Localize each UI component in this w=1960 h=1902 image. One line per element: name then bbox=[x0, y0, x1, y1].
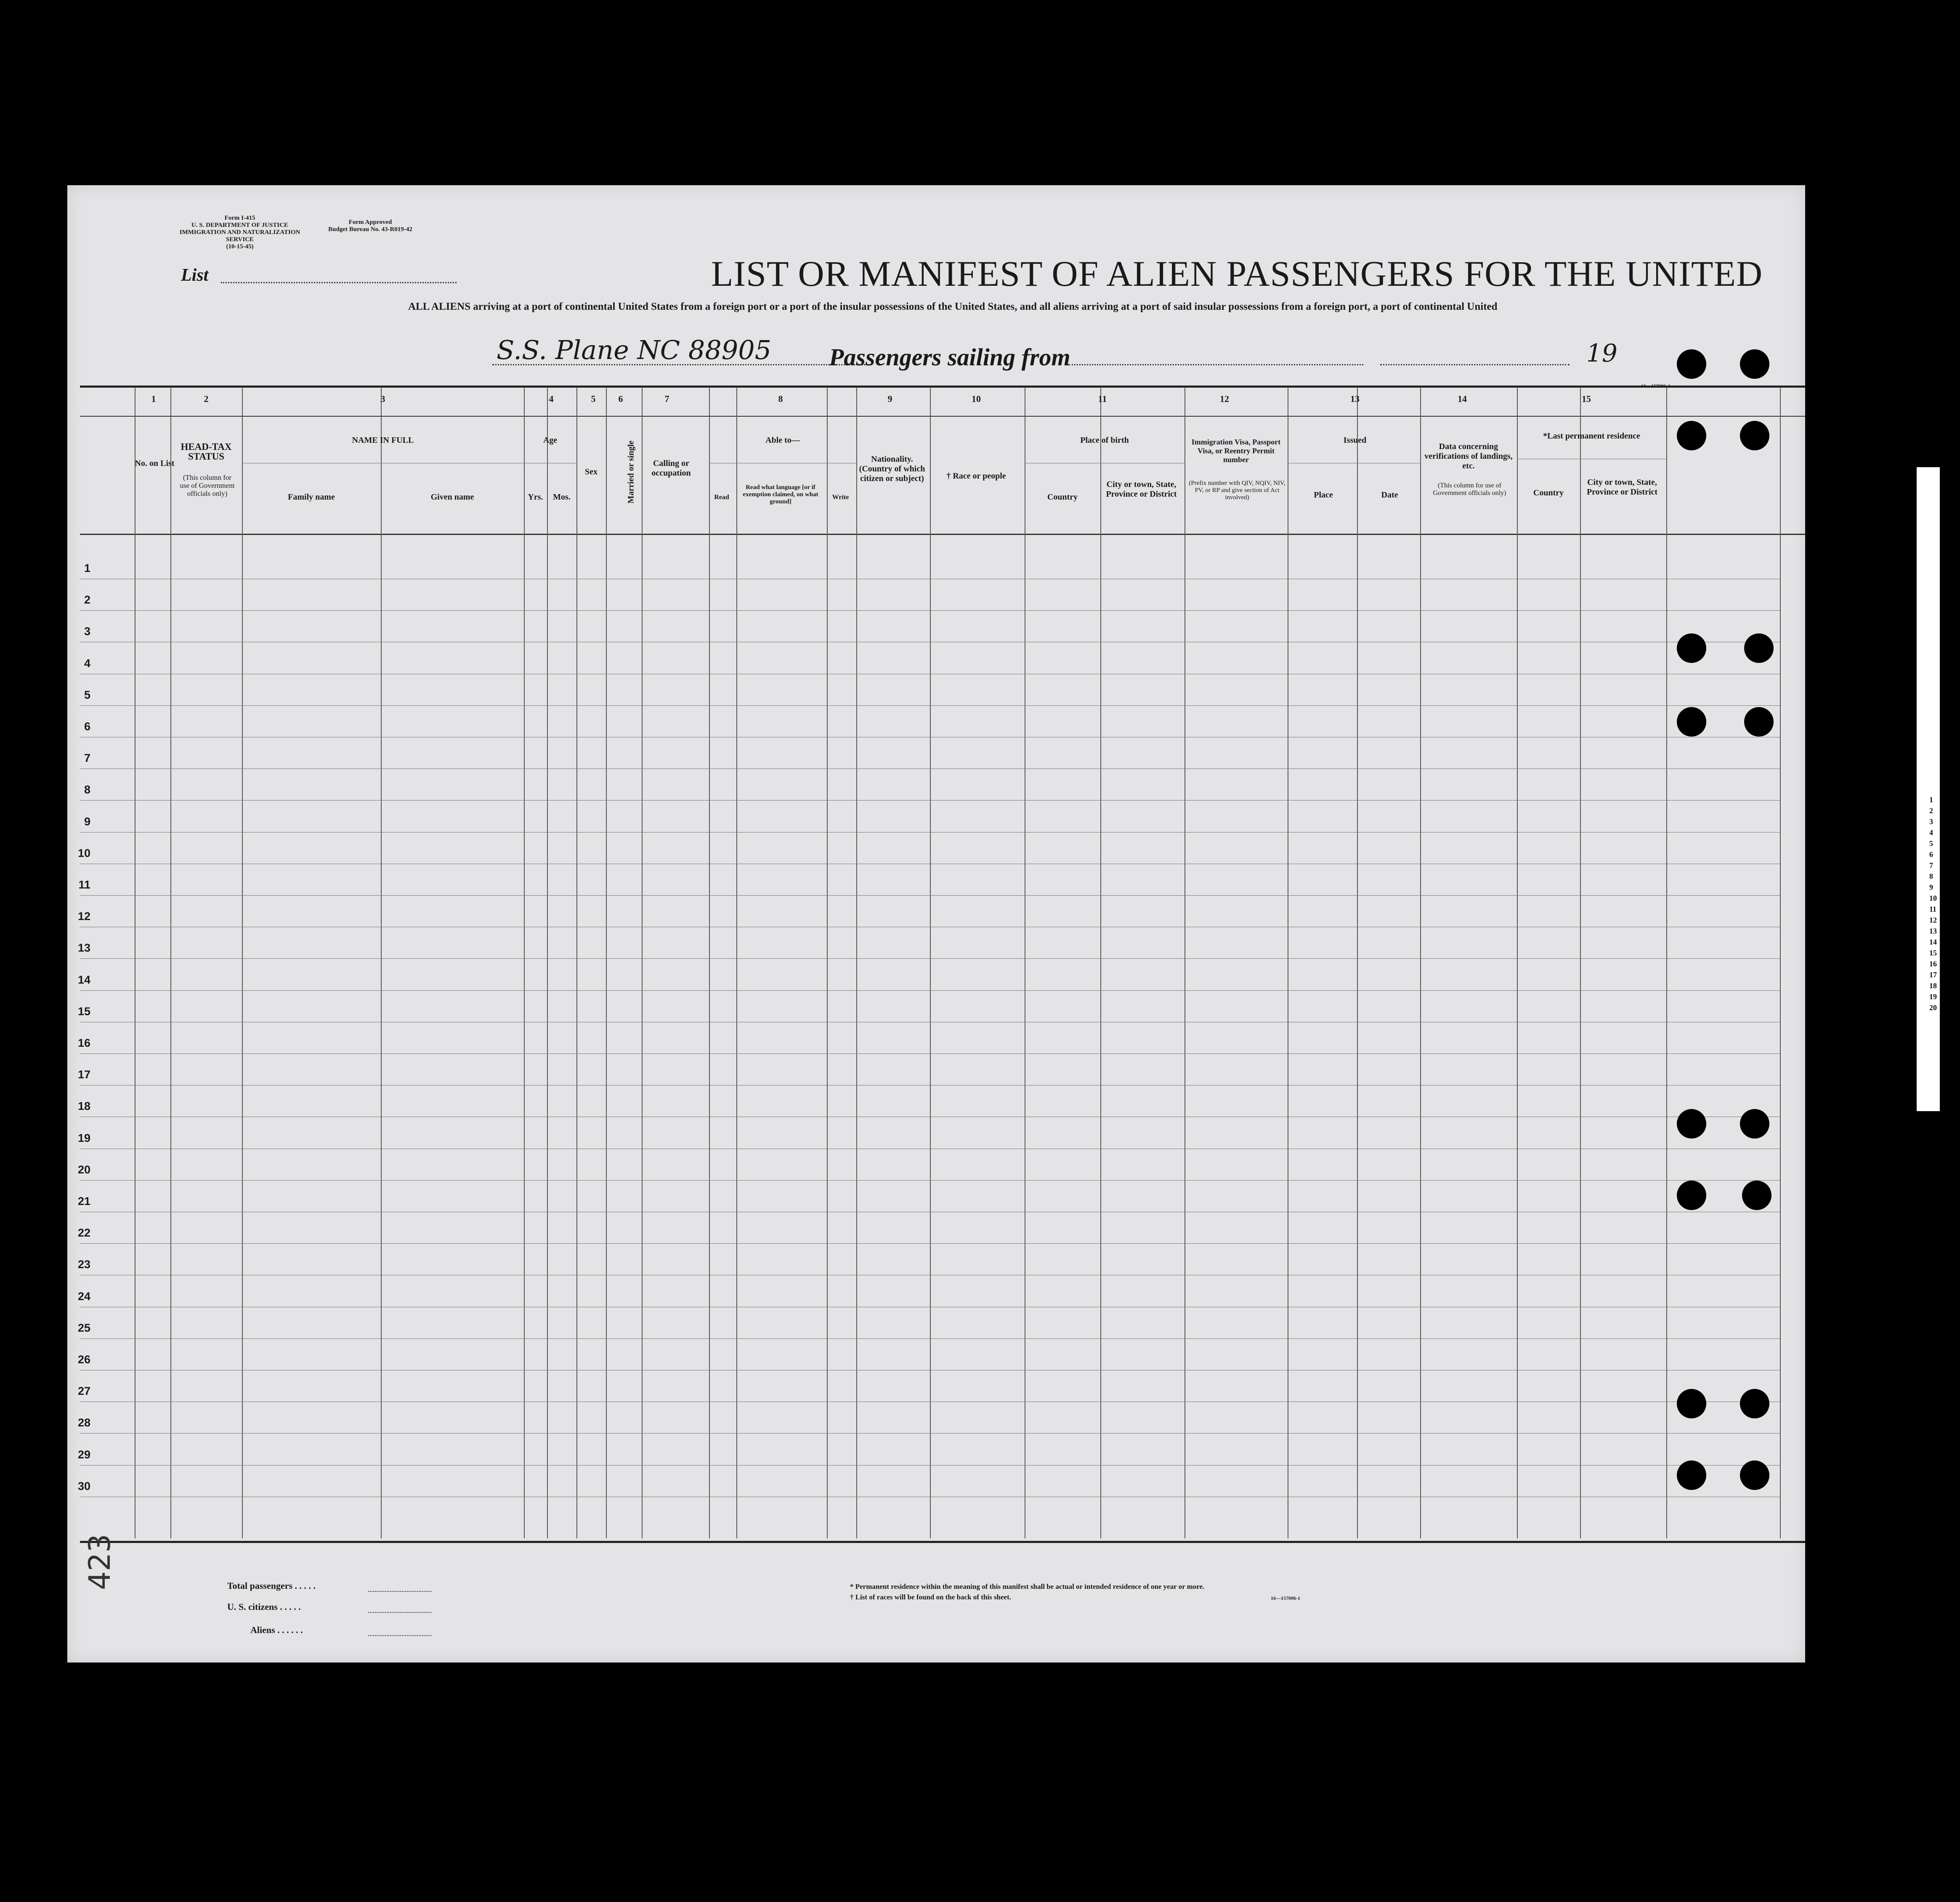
manifest-subtitle: ALL ALIENS arriving at a port of continental United States from a foreign port or a port of the insular possessions of the United States, and all aliens arriving at a port of said insular possessions from a foreign port, a port of continental United bbox=[408, 301, 1498, 312]
aliens-label: Aliens . . . . . . bbox=[250, 1625, 303, 1635]
col-number-3: 3 bbox=[380, 394, 385, 404]
hdr-read: Read bbox=[714, 494, 729, 501]
row-number: 1 bbox=[84, 562, 90, 575]
hdr-married: Married or single bbox=[626, 440, 636, 504]
row-rule bbox=[80, 1243, 1780, 1244]
adjacent-row-number: 14 bbox=[1929, 938, 1937, 946]
us-citizens-label: U. S. citizens . . . . . bbox=[227, 1601, 301, 1612]
row-rule bbox=[80, 958, 1780, 959]
punch-hole bbox=[1677, 1181, 1706, 1210]
column-rule bbox=[1357, 387, 1358, 1538]
row-number: 25 bbox=[77, 1321, 90, 1334]
adjacent-row-number: 6 bbox=[1929, 850, 1933, 859]
row-number: 20 bbox=[77, 1163, 90, 1176]
adjacent-row-number: 19 bbox=[1929, 992, 1937, 1001]
col-number-2: 2 bbox=[204, 394, 209, 404]
column-rule bbox=[576, 387, 577, 1538]
row-rule bbox=[80, 1465, 1780, 1466]
col-number-11: 11 bbox=[1098, 394, 1107, 404]
row-number: 11 bbox=[78, 878, 90, 891]
hdr-family-name: Family name bbox=[288, 492, 335, 502]
hdr-place-of-birth: Place of birth bbox=[1080, 436, 1129, 445]
adjacent-row-number: 8 bbox=[1929, 872, 1933, 881]
row-rule bbox=[80, 610, 1780, 611]
row-number: 15 bbox=[77, 1005, 90, 1018]
col-number-4: 4 bbox=[549, 394, 554, 404]
punch-hole bbox=[1740, 1460, 1769, 1490]
hdr-read-what: Read what language [or if exemption claimed, on what ground] bbox=[743, 484, 818, 505]
row-number: 7 bbox=[84, 752, 90, 765]
hdr-visa: Immigration Visa, Passport Visa, or Reentry Permit number bbox=[1191, 438, 1281, 464]
adjacent-row-number: 9 bbox=[1929, 883, 1933, 891]
form-approval: Form Approved Budget Bureau No. 43-R019-42 bbox=[328, 219, 412, 233]
footnote-races: † List of races will be found on the back of this sheet. bbox=[850, 1593, 1011, 1601]
adjacent-row-number: 1 bbox=[1929, 795, 1933, 804]
row-number: 27 bbox=[77, 1385, 90, 1398]
row-number: 4 bbox=[84, 657, 90, 670]
adjacent-row-number: 5 bbox=[1929, 839, 1933, 848]
year-prefix: 19 bbox=[1586, 339, 1617, 367]
punch-hole bbox=[1677, 1109, 1706, 1139]
column-rule bbox=[606, 387, 607, 1538]
column-rule bbox=[242, 387, 243, 1538]
row-rule bbox=[80, 800, 1780, 801]
punch-hole bbox=[1740, 349, 1769, 379]
date-field[interactable] bbox=[1380, 364, 1570, 365]
adjacent-row-number: 16 bbox=[1929, 960, 1937, 968]
manifest-title: LIST OR MANIFEST OF ALIEN PASSENGERS FOR THE UNITED bbox=[711, 253, 1763, 294]
column-rule bbox=[736, 387, 737, 1538]
row-rule bbox=[80, 1053, 1780, 1054]
hdr-issued: Issued bbox=[1343, 436, 1367, 445]
col-number-6: 6 bbox=[618, 394, 623, 404]
column-rule bbox=[524, 387, 525, 1538]
column-rule bbox=[1517, 387, 1518, 1538]
form-number: Form I-415 U. S. DEPARTMENT OF JUSTICE IMMIGRATION AND NATURALIZATION SERVICE (10-15-45) bbox=[179, 215, 300, 250]
row-rule bbox=[80, 1433, 1780, 1434]
row-number: 5 bbox=[84, 688, 90, 701]
column-rule bbox=[709, 387, 710, 1538]
row-number: 28 bbox=[77, 1416, 90, 1429]
hdr-head-tax: HEAD-TAX STATUS bbox=[181, 442, 232, 462]
row-number: 21 bbox=[77, 1195, 90, 1208]
col-number-13: 13 bbox=[1350, 394, 1360, 404]
print-code: 16—157096-1 bbox=[1641, 383, 1671, 389]
column-rule bbox=[930, 387, 931, 1538]
col-number-5: 5 bbox=[591, 394, 596, 404]
hdr-write: Write bbox=[832, 494, 849, 501]
row-number: 3 bbox=[84, 625, 90, 638]
col-number-7: 7 bbox=[664, 394, 669, 404]
column-rule bbox=[1100, 387, 1101, 1538]
hdr-calling: Calling or occupation bbox=[651, 459, 691, 478]
adjacent-row-number: 13 bbox=[1929, 927, 1937, 935]
column-rule bbox=[827, 387, 828, 1538]
hdr-name-in-full: NAME IN FULL bbox=[352, 436, 414, 445]
hdr-given-name: Given name bbox=[430, 492, 474, 502]
adjacent-row-number: 17 bbox=[1929, 971, 1937, 979]
vessel-field[interactable] bbox=[497, 335, 771, 365]
hdr-age: Age bbox=[543, 436, 558, 445]
hdr-res-country: Country bbox=[1533, 488, 1564, 497]
row-number: 24 bbox=[77, 1290, 90, 1303]
list-field[interactable] bbox=[221, 282, 457, 283]
punch-hole bbox=[1677, 1460, 1706, 1490]
hdr-able-to: Able to— bbox=[765, 436, 800, 445]
row-number: 2 bbox=[84, 593, 90, 607]
column-rule bbox=[1780, 387, 1781, 1538]
hdr-no-on-list: No. on List bbox=[135, 459, 175, 468]
punch-hole bbox=[1677, 707, 1706, 737]
adjacent-row-number: 18 bbox=[1929, 982, 1937, 990]
col-number-1: 1 bbox=[151, 394, 156, 404]
row-number: 8 bbox=[84, 783, 90, 796]
row-number: 13 bbox=[77, 942, 90, 955]
row-number: 10 bbox=[77, 846, 90, 859]
column-rule bbox=[1184, 387, 1185, 1538]
column-rule bbox=[642, 387, 643, 1538]
punch-hole bbox=[1740, 1389, 1769, 1418]
row-number: 14 bbox=[77, 973, 90, 986]
row-number: 12 bbox=[77, 910, 90, 923]
punch-hole bbox=[1740, 421, 1769, 450]
row-number: 22 bbox=[77, 1226, 90, 1240]
punch-hole bbox=[1677, 349, 1706, 379]
sailing-from-field[interactable] bbox=[1069, 364, 1363, 365]
hdr-data-note: (This column for use of Government officials only) bbox=[1433, 482, 1506, 497]
punch-hole bbox=[1677, 633, 1706, 663]
row-number: 19 bbox=[77, 1131, 90, 1144]
adjacent-row-number: 4 bbox=[1929, 828, 1933, 837]
hdr-res-city: City or town, State, Province or District bbox=[1586, 478, 1658, 497]
ss-label: S.S. bbox=[497, 335, 547, 365]
adjacent-row-number: 2 bbox=[1929, 806, 1933, 815]
header-divider bbox=[80, 416, 1805, 417]
adjacent-row-number: 7 bbox=[1929, 861, 1933, 870]
punch-hole bbox=[1742, 1181, 1771, 1210]
punch-hole bbox=[1677, 1389, 1706, 1418]
hdr-city: City or town, State, Province or District bbox=[1106, 480, 1177, 499]
hdr-race: † Race or people bbox=[946, 471, 1006, 481]
manifest-table bbox=[80, 386, 1805, 1543]
col-number-12: 12 bbox=[1220, 394, 1229, 404]
row-number: 6 bbox=[84, 720, 90, 733]
column-rule bbox=[547, 387, 548, 1538]
hdr-head-tax-note: (This column for use of Government officials only) bbox=[180, 474, 235, 497]
row-number: 23 bbox=[77, 1258, 90, 1271]
column-rule bbox=[1666, 387, 1667, 1538]
hdr-mos: Mos. bbox=[553, 492, 571, 502]
margin-handwritten-number: 423 bbox=[82, 1534, 117, 1590]
aliens-field[interactable] bbox=[368, 1635, 431, 1636]
hdr-data-concerning: Data concerning verifications of landings, etc. bbox=[1424, 442, 1513, 471]
punch-hole bbox=[1677, 421, 1706, 450]
hdr-country: Country bbox=[1047, 492, 1078, 502]
adjacent-row-number: 15 bbox=[1929, 949, 1937, 957]
adjacent-page-strip bbox=[1917, 467, 1940, 1111]
sailing-label: Passengers sailing from bbox=[829, 343, 1070, 371]
row-number: 29 bbox=[77, 1448, 90, 1461]
column-rule bbox=[170, 387, 171, 1538]
row-rule bbox=[80, 1180, 1780, 1181]
total-passengers-field[interactable] bbox=[368, 1591, 431, 1592]
row-rule bbox=[80, 895, 1780, 896]
col-number-8: 8 bbox=[778, 394, 783, 404]
row-number: 9 bbox=[84, 815, 90, 828]
footnote-residence: * Permanent residence within the meaning of this manifest shall be actual or intended residence of one year or more. bbox=[850, 1583, 1205, 1591]
hdr-date: Date bbox=[1381, 490, 1398, 500]
column-rule bbox=[381, 387, 382, 1538]
us-citizens-field[interactable] bbox=[368, 1612, 431, 1613]
hdr-visa-note: (Prefix number with QIV, NQIV, NIV, PV, or RP and give section of Act involved) bbox=[1189, 480, 1285, 501]
header-bottom bbox=[80, 534, 1805, 535]
vessel-name: Plane NC 88905 bbox=[555, 335, 772, 365]
hdr-nationality: Nationality. (Country of which citizen or subject) bbox=[859, 455, 925, 483]
row-number: 17 bbox=[77, 1068, 90, 1081]
row-rule bbox=[80, 705, 1780, 706]
total-passengers-label: Total passengers . . . . . bbox=[227, 1580, 316, 1591]
vessel-underline bbox=[492, 364, 871, 365]
row-number: 26 bbox=[77, 1353, 90, 1366]
adjacent-row-number: 3 bbox=[1929, 817, 1933, 826]
column-rule bbox=[1580, 387, 1581, 1538]
row-rule bbox=[80, 990, 1780, 991]
punch-hole bbox=[1740, 1109, 1769, 1139]
row-number: 30 bbox=[77, 1479, 90, 1492]
punch-hole bbox=[1744, 633, 1774, 663]
row-rule bbox=[80, 832, 1780, 833]
hdr-yrs: Yrs. bbox=[528, 492, 543, 502]
col-number-10: 10 bbox=[972, 394, 981, 404]
adjacent-row-number: 20 bbox=[1929, 1003, 1937, 1012]
col-number-15: 15 bbox=[1582, 394, 1591, 404]
list-label: List bbox=[181, 266, 209, 285]
adjacent-row-number: 11 bbox=[1929, 905, 1937, 913]
col-number-14: 14 bbox=[1458, 394, 1467, 404]
hdr-place: Place bbox=[1314, 490, 1333, 500]
hdr-sex: Sex bbox=[585, 467, 598, 476]
row-number: 16 bbox=[77, 1037, 90, 1049]
adjacent-row-number: 12 bbox=[1929, 916, 1937, 924]
col-number-9: 9 bbox=[887, 394, 892, 404]
row-rule bbox=[80, 1338, 1780, 1339]
punch-hole bbox=[1744, 707, 1774, 737]
adjacent-row-number: 10 bbox=[1929, 894, 1937, 902]
footer-print-code: 16—157096-1 bbox=[1271, 1595, 1300, 1601]
column-rule bbox=[856, 387, 857, 1538]
column-rule bbox=[1420, 387, 1421, 1538]
row-number: 18 bbox=[77, 1100, 90, 1113]
hdr-last-residence: *Last permanent residence bbox=[1543, 431, 1640, 441]
